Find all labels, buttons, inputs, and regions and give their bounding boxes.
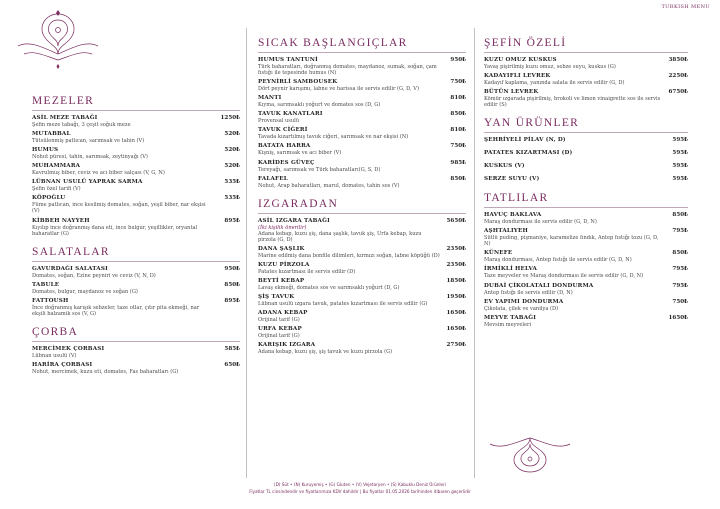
item-price: 750₺ — [450, 79, 466, 86]
column-divider-2 — [474, 28, 475, 478]
item-name: TAVUK KANATLARI — [258, 111, 323, 118]
item-price: 895₺ — [224, 217, 240, 224]
menu-item — [32, 362, 240, 375]
menu-item — [258, 326, 466, 339]
item-desc: Kişniş, sarımsak ve acı biber (V) — [258, 150, 342, 157]
menu-item — [32, 266, 240, 279]
menu-item — [32, 163, 240, 176]
item-desc: Nohut püresi, tahin, sarımsak, zeytinyağı (V) — [32, 154, 148, 161]
menu-item — [484, 163, 688, 170]
item-price: 850₺ — [450, 175, 466, 182]
menu-item — [484, 228, 688, 247]
item-price: 2350₺ — [446, 261, 466, 268]
section-divider — [32, 341, 240, 342]
item-desc: Taze meyveler ve Maraş dondurması ile servis edilir (G, D, N) — [484, 273, 644, 280]
menu-item — [484, 73, 688, 86]
item-price: 850₺ — [672, 212, 688, 219]
item-name: BATATA HARRA — [258, 143, 311, 150]
item-desc: Maraş dondurması, Antep fıstığı ile servis edilir (G, D, N) — [484, 257, 632, 264]
section-salatalar — [32, 245, 240, 317]
allergen-legend: (D) Süt • (N) Kuruyemiş • (G) Gluten • (V) Vejetaryen • (S) Kabuklu Deniz Ürünleri — [273, 482, 447, 487]
item-price: 520₺ — [224, 147, 240, 154]
section-title: SALATALAR — [32, 245, 110, 258]
item-name: ADANA KEBAP — [258, 310, 308, 317]
item-desc: İnce doğranmış karışık sebzeler, taze otlar, çıtır pita ekmeği, nar ekşili balzamik sos (V, G) — [32, 304, 200, 317]
menu-item — [32, 218, 240, 237]
menu-item — [258, 310, 466, 323]
item-price: 795₺ — [672, 266, 688, 273]
section-yan-urunler — [484, 116, 688, 183]
item-desc: Kadayıf kaplama, yanında salata ile servis edilir (G, D) — [484, 80, 625, 87]
item-name: HUMUS TANTUNİ — [258, 57, 318, 63]
section-divider — [32, 261, 240, 262]
menu-item — [258, 294, 466, 307]
section-title: SICAK BAŞLANGIÇLAR — [258, 37, 408, 49]
section-title: TATLILAR — [484, 192, 549, 205]
column-divider-1 — [246, 28, 247, 478]
item-name: URFA KEBAP — [258, 326, 302, 333]
item-name: LÜBNAN USULÜ YAPRAK SARMA — [32, 179, 143, 186]
section-divider — [258, 213, 466, 214]
item-desc: Şefin meze tabağı, 3 çeşit soğuk meze — [32, 122, 131, 128]
menu-item — [484, 57, 688, 70]
menu-item — [484, 212, 688, 225]
section-title: ÇORBA — [32, 325, 79, 338]
menu-item — [484, 89, 688, 108]
item-desc: Kömür ızgarada pişirilmiş, brokoli ve limon vinaigrette sos ile servis edilir (S) — [484, 96, 661, 109]
item-name: MEYVE TABAĞI — [484, 314, 537, 321]
item-price: 520₺ — [224, 163, 240, 170]
item-note: (İki kişilik önerilir) — [258, 224, 307, 231]
column-left — [32, 94, 240, 378]
menu-item — [484, 250, 688, 263]
item-price: 585₺ — [224, 345, 240, 352]
item-desc: Lavaş ekmeği, domates sos ve sarımsaklı yoğurt (D, G) — [258, 284, 400, 291]
section-title: ŞEFİN ÖZELİ — [484, 37, 567, 49]
item-price: 1650₺ — [446, 310, 466, 317]
section-title: YAN ÜRÜNLER — [484, 117, 580, 130]
item-name: DANA ŞAŞLIK — [258, 245, 305, 252]
column-right — [484, 36, 688, 331]
item-desc: Kavrulmuş biber, ceviz ve acı biber salçası (V, G, N) — [32, 170, 165, 177]
section-title: IZGARADAN — [258, 197, 339, 210]
menu-item — [32, 346, 240, 359]
item-price: 650₺ — [224, 361, 240, 368]
item-price: 1950₺ — [446, 294, 466, 301]
item-name: HAVUÇ BAKLAVA — [484, 212, 542, 219]
menu-item — [258, 160, 466, 173]
menu-item — [32, 131, 240, 144]
item-name: MUTABBAL — [32, 131, 71, 138]
item-price: 850₺ — [450, 111, 466, 118]
item-name: KADAYIFLI LEVREK — [484, 73, 551, 80]
menu-label: TURKISH MENU — [661, 4, 710, 10]
menu-item — [32, 195, 240, 214]
item-desc: Lübnan usulü (V) — [32, 352, 77, 359]
item-desc: Lübnan usulü ızgara tavuk, patates kızartması ile servis edilir (G) — [258, 301, 428, 308]
item-desc: Kıyılıp ince doğranmış dana eti, ince bulgur, yeşillikler, oryantal baharatlar (G) — [32, 224, 198, 237]
menu-item — [32, 115, 240, 128]
item-desc: Provensal usulü — [258, 118, 300, 125]
section-mezeler — [32, 94, 240, 237]
item-name: KİBBEH NAYYEH — [32, 217, 90, 224]
section-title: MEZELER — [32, 95, 95, 107]
section-corba — [32, 325, 240, 375]
section-sefin-ozeli — [484, 36, 688, 108]
item-name: AŞHTALIYEH — [484, 228, 528, 235]
item-name: GAVURDAĞI SALATASI — [32, 265, 108, 272]
menu-item — [484, 283, 688, 296]
item-desc: Orijinal tarif (G) — [258, 317, 300, 324]
item-price: 2350₺ — [446, 245, 466, 252]
item-name: HARİRA ÇORBASI — [32, 361, 93, 368]
item-desc: Füme patlıcan, ince kesilmiş domates, soğan, yeşil biber, nar ekşisi (V) — [32, 202, 206, 215]
item-name: KUZU PİRZOLA — [258, 261, 310, 268]
item-desc: Domates, soğan, Ezine peyniri ve ceviz (V, N, D) — [32, 272, 156, 279]
section-divider — [32, 110, 240, 111]
item-price: 750₺ — [672, 298, 688, 305]
item-name: KUSKUS (V) — [484, 163, 525, 170]
menu-item — [484, 299, 688, 312]
item-price: 1850₺ — [446, 277, 466, 284]
item-desc: Tavada kızartılmış tavuk ciğeri, sarımsak ve nar ekşisi (N) — [258, 134, 409, 141]
item-price: 795₺ — [672, 228, 688, 235]
item-name: TABULE — [32, 281, 60, 288]
item-desc: Adana kebap, kuzu şiş, dana şaşlık, tavuk şiş, Urfa kebap, kuzu pirzola (G, D) — [258, 230, 422, 243]
item-desc: Mevsim meyveleri — [484, 321, 532, 328]
item-price: 1650₺ — [446, 326, 466, 333]
item-desc: Tütsülenmiş patlıcan, sarımsak ve tahin (V) — [32, 138, 145, 145]
menu-item — [258, 79, 466, 92]
menu-item — [258, 342, 466, 355]
item-price: 1650₺ — [668, 314, 688, 321]
section-divider — [484, 207, 688, 208]
item-price: 850₺ — [672, 250, 688, 257]
item-name: KUZU OMUZ KUSKUS — [484, 57, 557, 63]
menu-item — [32, 298, 240, 317]
item-desc: Tereyağı, sarımsak ve Türk baharatları(G, S, D) — [258, 166, 381, 173]
section-divider — [484, 52, 688, 53]
menu-item — [258, 143, 466, 156]
item-price: 850₺ — [224, 281, 240, 288]
menu-item — [484, 266, 688, 279]
item-price: 3850₺ — [668, 57, 688, 63]
item-price: 535₺ — [224, 195, 240, 202]
menu-item — [258, 218, 466, 243]
item-name: TAVUK CİĞERİ — [258, 127, 308, 134]
item-desc: Dört peynir karışımı, labne ve harissa ile servis edilir (G, D, V) — [258, 86, 419, 93]
item-name: KÜNEFE — [484, 250, 513, 257]
item-price: 520₺ — [224, 131, 240, 138]
item-name: ASİL IZGARA TABAĞI — [258, 217, 330, 224]
item-price: 750₺ — [450, 143, 466, 150]
item-name: FALAFEL — [258, 175, 288, 182]
menu-item — [258, 127, 466, 140]
item-desc: Türk baharatları, doğranmış domates, maydanoz, sumak, soğan, çam fıstığı ile tepesinde humus (N) — [258, 64, 437, 76]
section-divider — [484, 132, 688, 133]
item-name: ŞİŞ TAVUK — [258, 294, 295, 301]
item-name: MERCİMEK ÇORBASI — [32, 345, 105, 352]
section-izgaradan — [258, 197, 466, 356]
item-price: 595₺ — [672, 163, 688, 170]
item-name: BÜTÜN LEVREK — [484, 89, 539, 96]
item-desc: Kıyma, sarımsaklı yoğurt ve domates sos (D, G) — [258, 102, 381, 109]
menu-item — [258, 57, 466, 76]
section-sicak-baslangiclar — [258, 36, 466, 189]
item-name: PATATES KIZARTMASI (D) — [484, 150, 573, 157]
item-name: ASİL MEZE TABAĞI — [32, 115, 98, 121]
item-price: 795₺ — [672, 282, 688, 289]
item-desc: Antep fıstığı ile servis edilir (D, N) — [484, 289, 573, 296]
item-name: MANTI — [258, 95, 282, 102]
menu-item — [32, 179, 240, 192]
item-price: 950₺ — [450, 57, 466, 63]
item-name: HUMUS — [32, 147, 59, 154]
item-name: MUHAMMARA — [32, 163, 81, 170]
item-name: EV YAPIMI DONDURMA — [484, 298, 564, 305]
menu-item — [258, 278, 466, 291]
section-divider — [258, 52, 466, 53]
item-desc: Nohut, Arap baharatları, marul, domates, tahin sos (V) — [258, 182, 400, 189]
menu-item — [484, 150, 688, 157]
menu-item — [484, 315, 688, 328]
item-price: 595₺ — [672, 137, 688, 144]
item-name: ŞEHRİYELİ PİLAV (N, D) — [484, 137, 566, 144]
item-desc: Domates, bulgur, maydanoz ve soğan (G) — [32, 288, 138, 295]
item-price: 2750₺ — [446, 342, 466, 349]
item-price: 895₺ — [224, 297, 240, 304]
item-desc: Çikolata, çilek ve vanilya (D) — [484, 305, 559, 312]
item-name: KARİDES GÜVEÇ — [258, 159, 315, 166]
item-name: SERZE SUYU (V) — [484, 176, 540, 183]
item-desc: Patates kızartması ile servis edilir (D) — [258, 268, 356, 275]
item-desc: Maraş dondurması ile servis edilir (G, D, N) — [484, 219, 597, 226]
item-price: 2250₺ — [668, 73, 688, 80]
item-price: 595₺ — [672, 176, 688, 183]
item-price: 1250₺ — [220, 115, 240, 121]
item-desc: Nohut, mercimek, kuzu eti, domates, Fas baharatları (G) — [32, 368, 179, 375]
item-name: KARIŞIK IZGARA — [258, 342, 316, 349]
item-price: 985₺ — [450, 159, 466, 166]
item-desc: Sütlü puding, pişmaniye, karamelize fındık, Antep fıstığı tozu (G, D, N) — [484, 235, 659, 248]
item-price: 5650₺ — [446, 217, 466, 224]
section-tatlilar — [484, 191, 688, 328]
item-price: 535₺ — [224, 179, 240, 186]
menu-item — [484, 137, 688, 144]
item-name: PEYNİRLİ SAMBOUSEK — [258, 79, 338, 86]
ornament-top-left — [8, 6, 108, 76]
price-note: Fiyatlar TL cinsindendir ve fiyatlarımıza KDV dahildir | Bu fiyatlar 01.05.2026 tarihinden itibaren geçerlidir — [249, 489, 471, 494]
menu-item — [32, 147, 240, 160]
item-price: 810₺ — [450, 127, 466, 134]
item-name: KÖPOĞLU — [32, 195, 66, 202]
menu-item — [258, 262, 466, 275]
menu-item — [258, 95, 466, 108]
item-name: BEYTİ KEBAP — [258, 277, 305, 284]
ornament-bottom-right — [480, 432, 580, 477]
item-price: 6750₺ — [668, 89, 688, 96]
item-price: 810₺ — [450, 95, 466, 102]
item-name: FATTOUSH — [32, 297, 69, 304]
item-desc: Marine edilmiş dana bonfile dilimleri, kırmızı soğan, labne köpüğü (D) — [258, 252, 440, 259]
menu-item — [484, 176, 688, 183]
menu-item — [258, 111, 466, 124]
menu-item — [32, 282, 240, 295]
item-desc: Şefin özel tarifi (V) — [32, 186, 81, 193]
item-price: 950₺ — [224, 265, 240, 272]
column-middle — [258, 36, 466, 358]
item-name: DUBAİ ÇİKOLATALI DONDURMA — [484, 282, 594, 289]
item-desc: Yavaş pişirilmiş kuzu omuz, sebze suyu, kuskus (G) — [484, 64, 616, 70]
menu-item — [258, 176, 466, 189]
item-name: İRMİKLİ HELVA — [484, 266, 538, 273]
item-desc: Orijinal tarif (G) — [258, 333, 300, 340]
menu-item — [258, 246, 466, 259]
item-desc: Adana kebap, kuzu şiş, şiş tavuk ve kuzu pirzola (G) — [258, 349, 393, 356]
item-price: 595₺ — [672, 150, 688, 157]
